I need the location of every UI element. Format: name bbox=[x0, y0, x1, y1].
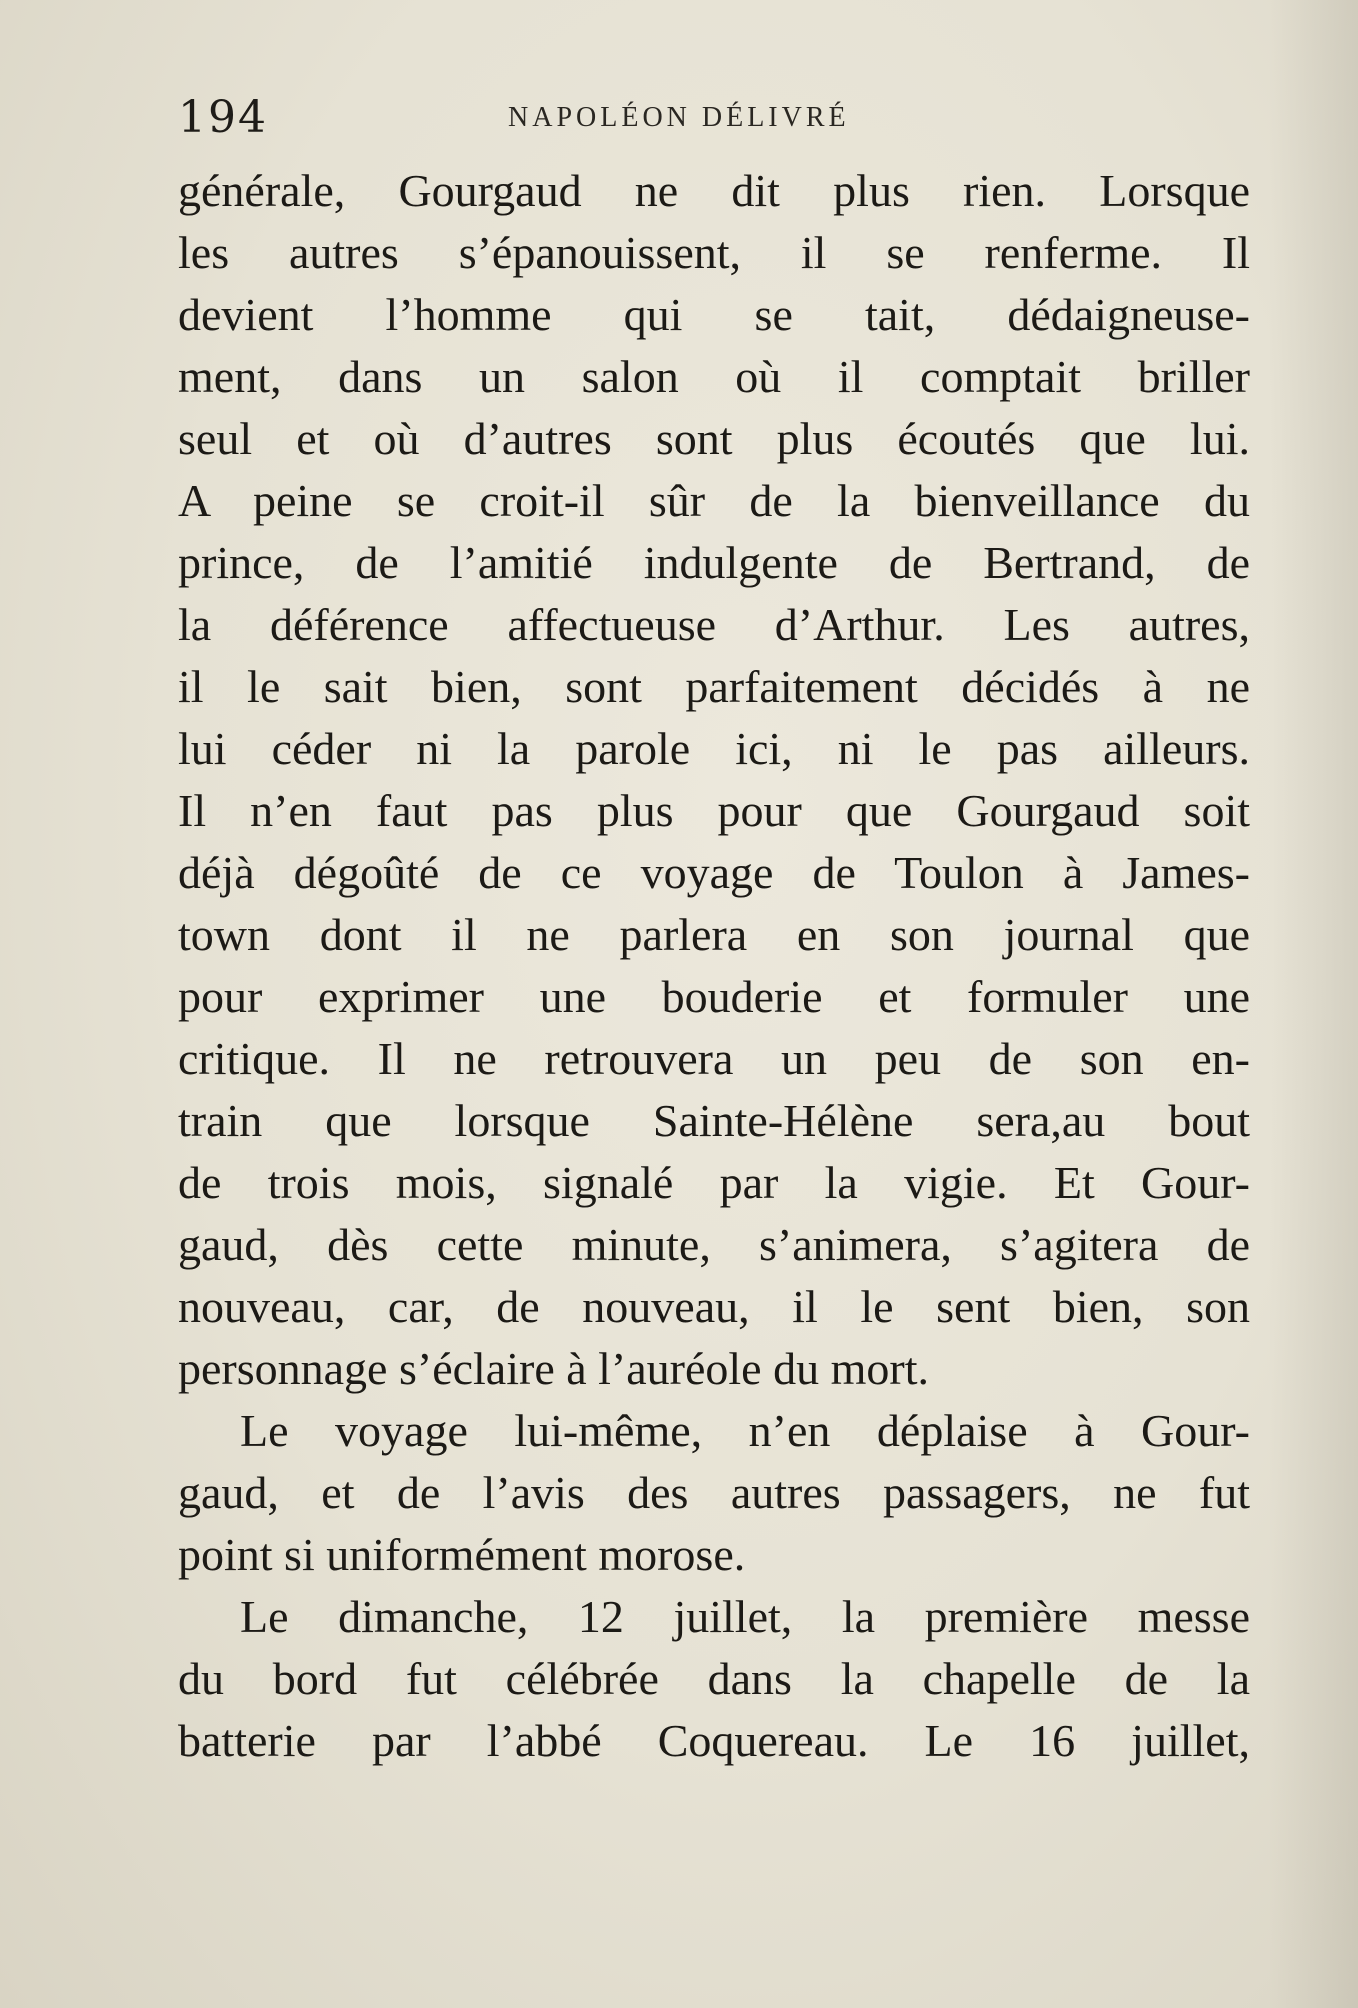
text-line: devient l’homme qui se tait, dédaigneuse- bbox=[178, 289, 1250, 340]
text-line: Il n’en faut pas plus pour que Gourgaud soit bbox=[178, 785, 1250, 836]
text-line: gaud, et de l’avis des autres passagers, ne fut bbox=[178, 1467, 1250, 1518]
text-line: Le voyage lui-même, n’en déplaise à Gour- bbox=[240, 1405, 1250, 1456]
text-line: point si uniformément morose. bbox=[178, 1529, 746, 1580]
running-title: NAPOLÉON DÉLIVRÉ bbox=[508, 102, 850, 133]
text-line: nouveau, car, de nouveau, il le sent bien, son bbox=[178, 1281, 1250, 1332]
text-line: pour exprimer une bouderie et formuler une bbox=[178, 971, 1250, 1022]
text-line: town dont il ne parlera en son journal que bbox=[178, 909, 1250, 960]
text-line: du bord fut célébrée dans la chapelle de la bbox=[178, 1653, 1250, 1704]
page-number: 194 bbox=[178, 92, 268, 143]
text-line: prince, de l’amitié indulgente de Bertrand, de bbox=[178, 537, 1250, 588]
text-line: il le sait bien, sont parfaitement décidés à ne bbox=[178, 661, 1250, 712]
text-line: lui céder ni la parole ici, ni le pas ailleurs. bbox=[178, 723, 1250, 774]
page-header bbox=[178, 92, 1248, 152]
text-line: A peine se croit-il sûr de la bienveillance du bbox=[178, 475, 1250, 526]
text-line: déjà dégoûté de ce voyage de Toulon à James- bbox=[178, 847, 1250, 898]
text-line: générale, Gourgaud ne dit plus rien. Lorsque bbox=[178, 165, 1250, 216]
text-line: personnage s’éclaire à l’auréole du mort. bbox=[178, 1343, 929, 1394]
text-line: de trois mois, signalé par la vigie. Et Gour- bbox=[178, 1157, 1250, 1208]
text-line: batterie par l’abbé Coquereau. Le 16 juillet, bbox=[178, 1715, 1250, 1766]
text-line: seul et où d’autres sont plus écoutés que lui. bbox=[178, 413, 1250, 464]
text-line: train que lorsque Sainte-Hélène sera,au bout bbox=[178, 1095, 1250, 1146]
text-line: ment, dans un salon où il comptait briller bbox=[178, 351, 1250, 402]
text-line: les autres s’épanouissent, il se renferme. Il bbox=[178, 227, 1250, 278]
body-text bbox=[178, 160, 1250, 1772]
text-line: Le dimanche, 12 juillet, la première messe bbox=[240, 1591, 1250, 1642]
text-line: la déférence affectueuse d’Arthur. Les autres, bbox=[178, 599, 1250, 650]
text-line: gaud, dès cette minute, s’animera, s’agitera de bbox=[178, 1219, 1250, 1270]
text-line: critique. Il ne retrouvera un peu de son en- bbox=[178, 1033, 1250, 1084]
